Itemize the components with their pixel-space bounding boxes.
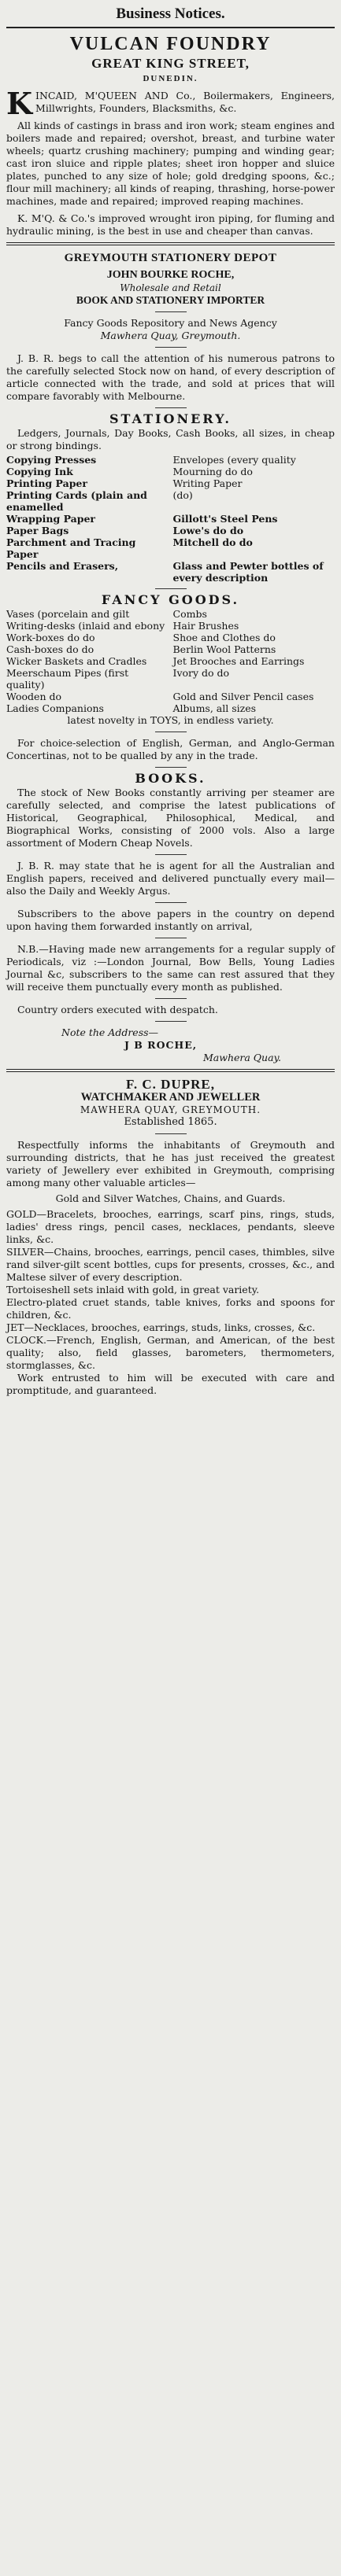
greymouth-owner: JOHN BOURKE ROCHE, <box>106 269 235 281</box>
country-orders: Country orders executed with despatch. <box>17 1004 218 1015</box>
stationery-item: Glass and Pewter bottles of every description <box>172 560 324 584</box>
dupre-electro: Electro-plated cruet stands, table knives, forks and spoons for children, &c. <box>6 1296 335 1321</box>
stationery-item: Printing Paper <box>6 477 87 489</box>
greymouth-rule-4 <box>155 588 187 589</box>
stationery-title: STATIONERY. <box>109 411 232 426</box>
greymouth-owner-sub: Wholesale and Retail <box>120 282 221 293</box>
stationery-item: Writing Paper <box>172 477 243 489</box>
greymouth-rule-10 <box>155 998 187 999</box>
dupre-jet: JET—Necklaces, brooches, earrings, studs, links, crosses, &c. <box>6 1321 316 1333</box>
greymouth-tagline: BOOK AND STATIONERY IMPORTER <box>76 294 265 306</box>
vulcan-intro <box>6 86 335 121</box>
fancy-item: Gold and Silver Pencil cases <box>172 691 314 702</box>
greymouth-rule-1 <box>155 311 187 312</box>
greymouth-rule-11 <box>155 1021 187 1022</box>
greymouth-notice: J. B. R. begs to call the attention of his numerous patrons to the carefully selected Stock now on hand, of every description of article connected with the trade, and sold at prices that will compare favorably with Melbourne. <box>6 352 335 402</box>
vulcan-city: DUNEDIN. <box>143 74 198 83</box>
dupre-tortoise: Tortoiseshell sets inlaid with gold, in great variety. <box>6 1284 260 1295</box>
stationery-item: Paper Bags <box>6 525 69 536</box>
fancy-item: Wicker Baskets and Cradles <box>6 655 147 667</box>
fancy-toys: latest novelty in TOYS, in endless variety. <box>67 714 274 726</box>
concertinas-notice: For choice-selection of English, German, and Anglo-German Concertinas, not to be qualled by any in the trade. <box>6 737 335 761</box>
fancy-item: Wooden do <box>6 691 62 702</box>
books-body: The stock of New Books constantly arriving per steamer are carefully selected, and comprise the latest publications of Historical, Geographical, Philosophical, Medical, and Biographical Works, consisting of 2000 vols. Also a large assortment of Modern Cheap Novels. <box>6 787 335 849</box>
fancy-item: Ladies Companions <box>6 702 104 714</box>
greymouth-stationery-ad <box>6 252 335 1064</box>
dupre-ad <box>6 1078 335 1397</box>
fancy-item: Ivory do do <box>172 667 230 679</box>
books-title: BOOKS. <box>135 771 206 786</box>
greymouth-repo: Fancy Goods Repository and News Agency <box>64 317 277 329</box>
vulcan-body-2: K. M'Q. & Co.'s improved wrought iron piping, for fluming and hydraulic mining, is the best in use and cheaper than canvas. <box>6 212 335 237</box>
fancy-item: Hair Brushes <box>172 620 239 632</box>
dupre-intro: Respectfully informs the inhabitants of Greymouth and surrounding districts, that he has just received the greatest variety of Jewellery ever exhibited in Greymouth, comprising among many other valuable articles— <box>6 1139 335 1188</box>
fancy-item: Work-boxes do do <box>6 632 95 643</box>
stationery-intro: Ledgers, Journals, Day Books, Cash Books, all sizes, in cheap or strong bindings. <box>6 427 335 451</box>
stationery-item: Pencils and Erasers, <box>6 560 119 572</box>
section-divider-2 <box>6 1069 335 1072</box>
stationery-item: Parchment and Tracing Paper <box>6 536 136 560</box>
fancy-item: Cash-boxes do do <box>6 643 95 655</box>
fancy-item: Writing-desks (inlaid and ebony <box>6 620 165 632</box>
vulcan-intro-text: INCAID, M'QUEEN AND Co., Boilermakers, Engineers, Millwrights, Founders, Blacksmiths, &c. <box>35 90 335 114</box>
note-address-label: Note the Address— <box>61 1026 159 1038</box>
vulcan-foundry-ad <box>6 33 335 238</box>
dupre-title: F. C. DUPRE, <box>126 1077 215 1092</box>
dupre-established: Established 1865. <box>124 1116 217 1128</box>
dupre-sub: WATCHMAKER AND JEWELLER <box>80 1091 261 1104</box>
dupre-gold: GOLD—Bracelets, brooches, earrings, scarf pins, rings, studs, ladies' dress rings, pencil cases, necklaces, pendants, sleeve links, &c. <box>6 1208 335 1245</box>
dupre-work: Work entrusted to him will be executed with care and promptitude, and guaranteed. <box>6 1372 335 1396</box>
subscribers-notice: Subscribers to the above papers in the country on depend upon having them forwarded instantly on arrival, <box>6 908 335 932</box>
greymouth-rule-2 <box>155 347 187 348</box>
stationery-item: (do) <box>172 489 193 501</box>
nb-notice: N.B.—Having made new arrangements for a regular supply of Periodicals, viz :—London Journal, Bow Bells, Young Ladies Journal &c, subscribers to the same can rest assured that they will receive them punctually every month as published. <box>6 943 335 993</box>
stationery-item: Mitchell do do <box>172 536 253 548</box>
fancy-item: Combs <box>172 608 207 620</box>
dupre-silver: SILVER—Chains, brooches, earrings, pencil cases, thimbles, silve rand silver-gilt scent bottles, cups for presents, crosses, &c., and Maltese silver of every description. <box>6 1246 335 1283</box>
fancy-item: Jet Brooches and Earrings <box>172 655 305 667</box>
vulcan-title: VULCAN FOUNDRY <box>69 34 272 54</box>
dupre-watches: Gold and Silver Watches, Chains, and Guards. <box>55 1192 286 1204</box>
stationery-item: Wrapping Paper <box>6 513 96 525</box>
title-rule <box>6 27 335 28</box>
fancy-goods-list <box>6 608 335 714</box>
signoff-place: Mawhera Quay. <box>203 1052 281 1063</box>
agent-notice: J. B. R. may state that he is agent for all the Australian and English papers, received and delivered punctually every mail—also the Daily and Weekly Argus. <box>6 860 335 897</box>
vulcan-street: GREAT KING STREET, <box>91 56 250 71</box>
stationery-item: Copying Presses <box>6 454 97 466</box>
fancy-goods-title: FANCY GOODS. <box>101 592 240 607</box>
section-divider-1 <box>6 242 335 245</box>
greymouth-rule-6 <box>155 767 187 768</box>
stationery-item: Lowe's do do <box>172 525 244 536</box>
dupre-rule-1 <box>155 1133 187 1134</box>
greymouth-address: Mawhera Quay, Greymouth. <box>100 330 241 341</box>
dupre-clock: CLOCK.—French, English, German, and American, of the best quality; also, field glasses, barometers, thermometers, stormglasses, &c. <box>6 1334 335 1371</box>
dupre-address: MAWHERA QUAY, GREYMOUTH. <box>80 1104 261 1115</box>
greymouth-rule-8 <box>155 902 187 903</box>
fancy-item: Vases (porcelain and gilt <box>6 608 130 620</box>
stationery-item: Copying Ink <box>6 466 73 477</box>
signoff-name: J B ROCHE, <box>124 1039 198 1051</box>
vulcan-dropcap: K <box>6 86 33 121</box>
stationery-list <box>6 454 335 584</box>
fancy-item: Berlin Wool Patterns <box>172 643 276 655</box>
greymouth-title: GREYMOUTH STATIONERY DEPOT <box>64 252 277 264</box>
greymouth-rule-7 <box>155 854 187 855</box>
page-title: Business Notices. <box>116 6 225 22</box>
stationery-item: Gillott's Steel Pens <box>172 513 278 525</box>
stationery-item: Envelopes (every quality <box>172 454 296 466</box>
fancy-item: Shoe and Clothes do <box>172 632 276 643</box>
stationery-item: Mourning do do <box>172 466 253 477</box>
fancy-item: Albums, all sizes <box>172 702 257 714</box>
fancy-item: Meerschaum Pipes (first quality) <box>6 667 129 691</box>
greymouth-rule-3 <box>155 407 187 408</box>
greymouth-signoff <box>6 1026 335 1064</box>
stationery-item: Printing Cards (plain and enamelled <box>6 489 147 513</box>
vulcan-body-1: All kinds of castings in brass and iron work; steam engines and boilers made and repaired; overshot, breast, and turbine water wheels; quartz crushing machinery; pumping and winding gear; cast iron sluice and ripple plates; sheet iron hopper and sluice plates, punched to any size of hole; gold dredging spoons, &c.; flour mill machinery; all kinds of reaping, thrashing, horse-power machines, made and repaired; improved reaping machines. <box>6 120 335 207</box>
